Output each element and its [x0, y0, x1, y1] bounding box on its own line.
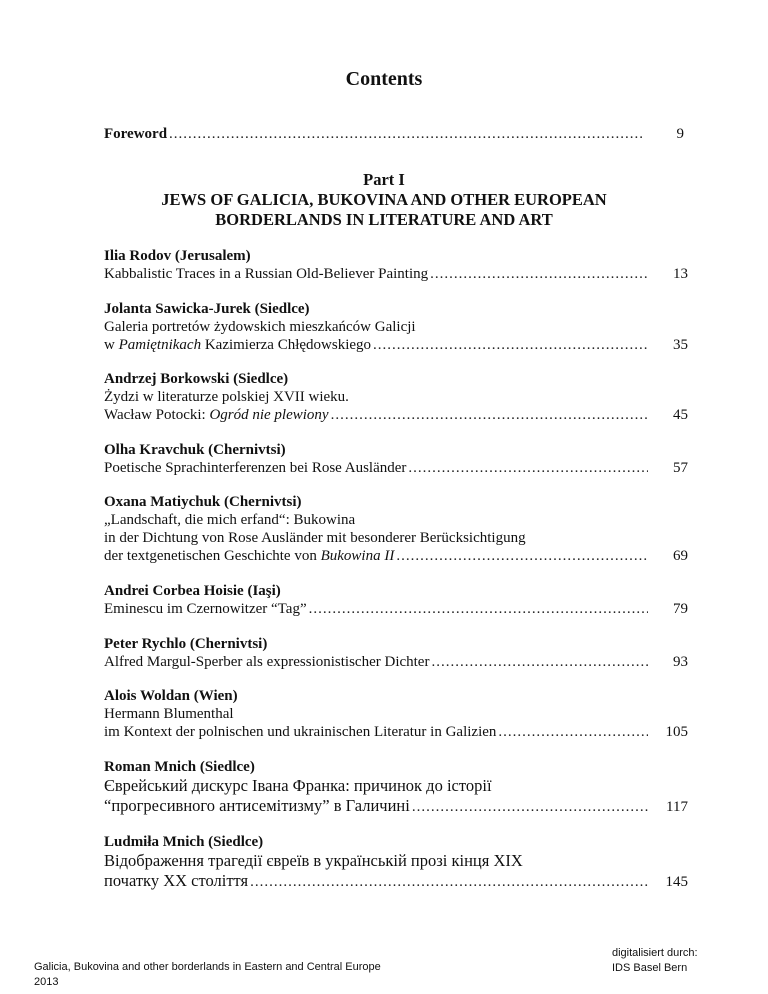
- dot-leader: [431, 653, 648, 671]
- page-number: 117: [666, 798, 688, 815]
- part-title-line: JEWS OF GALICIA, BUKOVINA AND OTHER EUROPEAN: [161, 190, 607, 209]
- title-segment: Eminescu im Czernowitzer “Tag”: [104, 600, 307, 617]
- entry-title-line: [104, 318, 688, 336]
- part-number: Part I: [363, 170, 405, 189]
- entry-title-text: Єврейський дискурс Івана Франка: причинок до історії: [104, 775, 492, 795]
- contents-entry[interactable]: [104, 687, 688, 741]
- contents-entry[interactable]: [104, 300, 688, 354]
- title-segment: Kazimierza Chłędowskiego: [201, 336, 372, 353]
- part-title-line: BORDERLANDS IN LITERATURE AND ART: [215, 210, 553, 229]
- part-heading: [0, 170, 768, 230]
- entry-title-line: [104, 705, 688, 723]
- entry-title-line: [104, 547, 688, 565]
- entry-author: Andrei Corbea Hoisie (Iaşi): [104, 582, 281, 599]
- title-segment: w: [104, 336, 119, 353]
- contents-entry[interactable]: [104, 758, 688, 817]
- dot-leader: [331, 406, 648, 424]
- entry-title-line: [104, 796, 688, 817]
- entry-title-line: [104, 723, 688, 741]
- page-number: 105: [665, 724, 688, 741]
- entry-title-text: [104, 406, 329, 424]
- dot-leader: [396, 547, 648, 565]
- contents-entry[interactable]: [104, 441, 688, 477]
- entry-author: Ludmiła Mnich (Siedlce): [104, 834, 264, 851]
- entry-title-text: [104, 547, 394, 565]
- entry-author: Ilia Rodov (Jerusalem): [104, 248, 251, 264]
- entry-title-text: [104, 265, 428, 283]
- entry-title-text: [104, 796, 410, 816]
- entry-title-text: Galeria portretów żydowskich mieszkańców Galicji: [104, 318, 416, 335]
- page-number: 45: [673, 407, 688, 424]
- page-title: Contents: [345, 68, 423, 90]
- dot-leader: [430, 265, 648, 283]
- contents-entry[interactable]: [104, 247, 688, 283]
- page-number: 9: [676, 126, 684, 142]
- foreword-label: Foreword: [104, 126, 168, 142]
- footer-book-title: Galicia, Bukovina and other borderlands in Eastern and Central Europe: [34, 961, 381, 973]
- entry-author: Olha Kravchuk (Chernivtsi): [104, 441, 286, 458]
- page-number: 35: [673, 336, 688, 353]
- entry-title-text: [104, 723, 496, 741]
- italic-title: Bukowina II: [320, 548, 395, 565]
- entry-title-line: [104, 336, 688, 354]
- entry-title-line: [104, 653, 688, 671]
- entry-title-text: Żydzi w literaturze polskiej XVII wieku.: [104, 389, 349, 406]
- title-segment: початку XX століття: [104, 871, 249, 891]
- page-number: 13: [673, 266, 688, 282]
- entry-title-line: [104, 511, 688, 529]
- entry-author: Jolanta Sawicka-Jurek (Siedlce): [104, 300, 310, 317]
- entry-title-text: [104, 459, 406, 477]
- dot-leader: [373, 336, 648, 354]
- page-number: 79: [673, 600, 688, 617]
- title-segment: im Kontext der polnischen und ukrainischen Literatur in Galizien: [104, 724, 497, 741]
- entry-title-text: „Landschaft, die mich erfand“: Bukowina: [104, 512, 356, 529]
- dot-leader: [498, 723, 648, 741]
- dot-leader: [169, 126, 644, 143]
- footer-year: 2013: [34, 976, 59, 988]
- entry-title-text: [104, 336, 371, 354]
- contents-entry[interactable]: [104, 833, 688, 892]
- foreword-entry[interactable]: [104, 126, 684, 143]
- contents-entry[interactable]: [104, 493, 688, 565]
- title-segment: der textgenetischen Geschichte von: [104, 548, 321, 565]
- entry-title-text: [104, 871, 248, 891]
- title-segment: Kabbalistic Traces in a Russian Old-Believer Painting: [104, 266, 429, 282]
- title-segment: “прогресивного антисемітизму” в Галичині: [104, 795, 410, 815]
- entry-title-text: in der Dichtung von Rose Ausländer mit besonderer Berücksichtigung: [104, 530, 526, 547]
- digitalized-by: IDS Basel Bern: [612, 962, 688, 974]
- entry-title-line: [104, 776, 688, 796]
- dot-leader: [408, 459, 648, 477]
- entry-author: Oxana Matiychuk (Chernivtsi): [104, 494, 302, 511]
- digitalization-note: [612, 946, 698, 976]
- contents-entry[interactable]: [104, 370, 688, 424]
- title-segment: Poetische Sprachinterferenzen bei Rose Ausländer: [104, 459, 407, 476]
- italic-title: Pamiętnikach: [118, 336, 202, 353]
- dot-leader: [412, 797, 648, 817]
- entry-author: Peter Rychlo (Chernivtsi): [104, 635, 268, 652]
- contents-entry[interactable]: [104, 582, 688, 618]
- page-number: 57: [673, 459, 688, 476]
- footer-book-info: [34, 960, 381, 990]
- entry-title-line: [104, 871, 688, 892]
- entry-title-line: [104, 388, 688, 406]
- title-segment: Alfred Margul-Sperber als expressionistischer Dichter: [104, 653, 430, 670]
- entry-author: Roman Mnich (Siedlce): [104, 758, 255, 775]
- contents-entry[interactable]: [104, 635, 688, 671]
- entry-title-line: [104, 459, 688, 477]
- entry-title-line: [104, 851, 688, 871]
- entry-title-line: [104, 265, 688, 283]
- entry-title-text: [104, 653, 429, 671]
- title-segment: Wacław Potocki:: [104, 407, 210, 424]
- entry-title-line: [104, 406, 688, 424]
- page-number: 145: [665, 874, 688, 891]
- entry-title-line: [104, 529, 688, 547]
- contents-list: [104, 247, 688, 909]
- italic-title: Ogród nie plewiony: [209, 407, 329, 424]
- dot-leader: [309, 600, 648, 618]
- entry-title-text: [104, 600, 307, 618]
- entry-title-text: Відображення трагедії євреїв в українській прозі кінця XIX: [104, 851, 523, 871]
- digitalized-label: digitalisiert durch:: [612, 947, 698, 959]
- entry-author: Alois Woldan (Wien): [104, 688, 238, 705]
- entry-author: Andrzej Borkowski (Siedlce): [104, 371, 289, 388]
- dot-leader: [250, 872, 648, 892]
- page-number: 93: [673, 653, 688, 670]
- entry-title-line: [104, 600, 688, 618]
- page-number: 69: [673, 548, 688, 565]
- entry-title-text: Hermann Blumenthal: [104, 706, 234, 723]
